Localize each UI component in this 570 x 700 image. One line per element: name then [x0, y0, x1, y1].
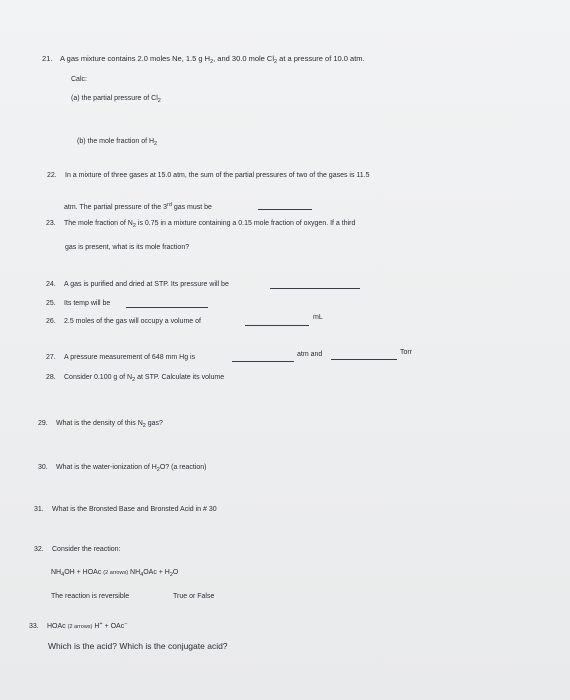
q29-text: gas?	[145, 420, 163, 427]
reaction-part: NH	[130, 569, 141, 576]
question-30	[38, 463, 207, 475]
question-number: 24.	[46, 281, 56, 288]
q21-part-b	[77, 137, 157, 149]
q28-text: at STP. Calculate its volume	[135, 374, 225, 381]
q28-text: Consider 0.100 g of N	[64, 374, 133, 381]
reaction-part: HOAc	[47, 623, 66, 630]
subscript: 2	[169, 572, 173, 578]
question-21	[42, 54, 365, 67]
subscript: 2	[157, 98, 161, 104]
q22-line-2	[64, 200, 212, 213]
q21-part-a	[71, 94, 161, 106]
q27-unit-1: atm and	[297, 351, 323, 358]
q32-true-false: True or False	[173, 593, 215, 600]
superscript: +	[99, 621, 103, 627]
arrows-note: (2 arrows)	[67, 624, 93, 630]
q32-statement: The reaction is reversible	[51, 593, 130, 600]
q32-text: Consider the reaction:	[52, 546, 121, 553]
q32-reaction	[51, 568, 178, 580]
subscript: 2	[156, 467, 160, 473]
q21-text: A gas mixture contains 2.0 moles Ne, 1.5 g H	[60, 54, 211, 63]
answer-blank	[331, 359, 397, 360]
superscript: rd	[166, 202, 172, 208]
subscript: 2	[132, 223, 136, 229]
question-31	[34, 505, 217, 515]
question-number: 33.	[29, 623, 39, 630]
q23-text: The mole fraction of N	[64, 220, 133, 227]
q23-line-2: gas is present, what is its mole fraction?	[65, 244, 190, 251]
q23-text: is 0.75 in a mixture containing a 0.15 mole fraction of oxygen. If a third	[135, 220, 356, 227]
subscript: 2	[142, 423, 146, 429]
question-27	[46, 353, 195, 363]
question-29	[38, 419, 163, 431]
question-32	[34, 545, 120, 555]
q21-text: , and 30.0 mole Cl	[213, 54, 275, 63]
question-number: 22.	[47, 172, 57, 179]
question-number: 31.	[34, 506, 44, 513]
q21-part-a-text: (a) the partial pressure of Cl	[71, 95, 158, 102]
arrows-note: (2 arrows)	[103, 570, 129, 576]
question-number: 27.	[46, 354, 56, 361]
q30-text: What is the water-ionization of H	[56, 464, 157, 471]
reaction-part: H	[94, 623, 100, 630]
question-number: 32.	[34, 546, 44, 553]
q27-unit-2: Torr	[400, 349, 413, 356]
answer-blank	[270, 288, 360, 289]
answer-blank	[258, 209, 312, 210]
q29-text: What is the density of this N	[56, 420, 143, 427]
q22-line-1: In a mixture of three gases at 15.0 atm, the sum of the partial pressures of two of the gases is 11.5	[65, 172, 370, 179]
question-23	[46, 219, 355, 231]
q22-line-2-text: gas must be	[171, 204, 212, 211]
question-number: 29.	[38, 420, 48, 427]
superscript: −	[124, 621, 128, 627]
question-26	[46, 317, 201, 327]
q30-text: O? (a reaction)	[159, 464, 207, 471]
q26-text: 2.5 moles of the gas will occupy a volume of	[64, 318, 201, 325]
q21-part-b-text: (b) the mole fraction of H	[77, 138, 155, 145]
question-number: 23.	[46, 220, 56, 227]
question-24	[46, 280, 229, 290]
q24-text: A gas is purified and dried at STP. Its pressure will be	[64, 281, 229, 288]
question-number: 25.	[46, 300, 56, 307]
reaction-part: OH + HOAc	[64, 569, 102, 576]
subscript: 2	[154, 141, 158, 147]
subscript: 2	[132, 377, 136, 383]
answer-blank	[126, 307, 208, 308]
q33-question: Which is the acid? Which is the conjugate acid?	[48, 641, 228, 651]
question-25	[46, 299, 110, 309]
answer-blank	[245, 325, 309, 326]
q26-unit: mL	[313, 314, 323, 321]
reaction-part: NH	[51, 569, 62, 576]
q31-text: What is the Bronsted Base and Bronsted Acid in # 30	[52, 506, 217, 513]
q27-text: A pressure measurement of 648 mm Hg is	[64, 354, 196, 361]
q21-calc: Calc:	[71, 76, 87, 83]
question-number: 21.	[42, 54, 53, 63]
subscript: 2	[210, 59, 214, 65]
reaction-part: OAc + H	[143, 569, 170, 576]
q25-text: Its temp will be	[64, 300, 111, 307]
question-33	[29, 619, 127, 632]
question-22	[47, 171, 370, 181]
subscript: 4	[140, 572, 144, 578]
question-number: 30.	[38, 464, 48, 471]
question-28	[46, 373, 224, 385]
answer-blank	[232, 361, 294, 362]
q21-text: at a pressure of 10.0 atm.	[277, 54, 365, 63]
subscript: 2	[274, 59, 278, 65]
q22-line-2-text: atm. The partial pressure of the 3	[64, 204, 167, 211]
subscript: 4	[61, 572, 65, 578]
question-number: 28.	[46, 374, 56, 381]
reaction-part: O	[172, 569, 179, 576]
reaction-part: + OAc	[102, 623, 125, 630]
question-number: 26.	[46, 318, 56, 325]
